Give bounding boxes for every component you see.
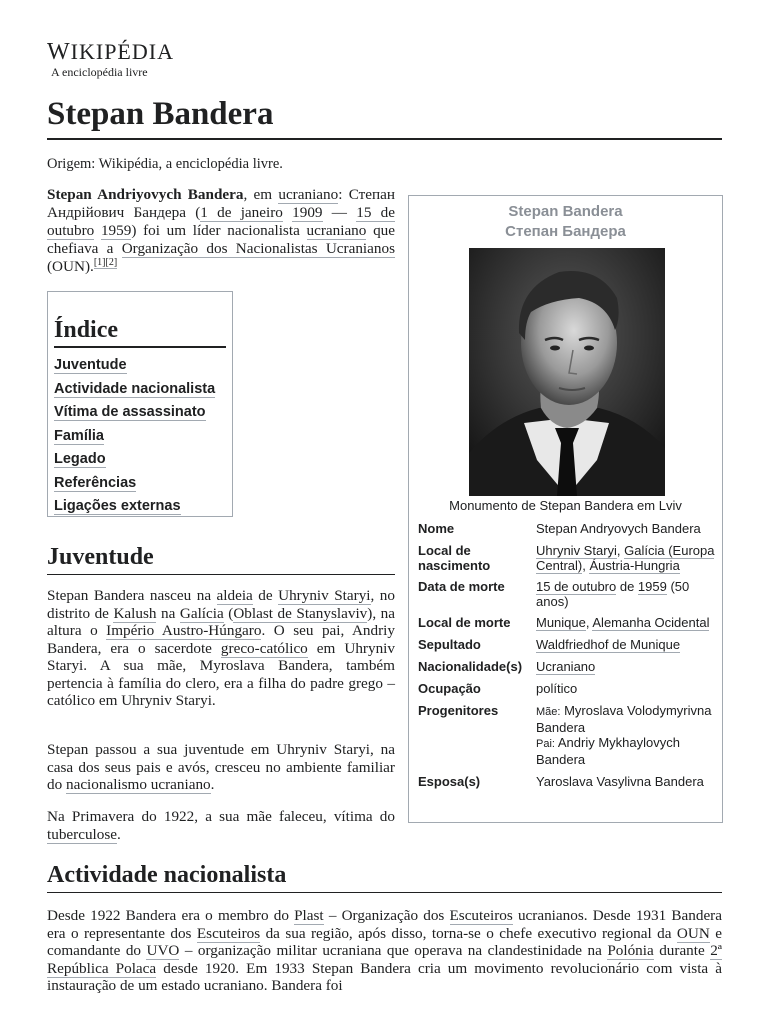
actividade-paragraph-1: Desde 1922 Bandera era o membro do Plast – Organização dos Escuteiros ucranianos. Desde 1931 Bandera era o representante dos Escuteiros da sua região, após disso, torna-se o chefe executivo regional da OUN e comandante do UVO – organização militar ucraniana que operava na clandestinidade na Polónia durante 2ª República Polaca desde 1920. Em 1933 Stepan Bandera cria um movimento revolucionário com vista à instauração de um estado ucraniano. Bandera foi — [47, 907, 722, 994]
lead-text: : Степан Андрійович Бандера ( — [47, 186, 395, 221]
row-key: Esposa(s) — [418, 774, 481, 789]
row-key: Local de nascimento — [418, 543, 491, 573]
toc-item-juventude[interactable]: Juventude — [54, 357, 127, 373]
infobox-row-local-morte — [418, 615, 718, 630]
father-label: Pai: — [536, 738, 555, 750]
father-name: Andriy Mykhaylovych Bandera — [536, 735, 680, 767]
row-key: Nacionalidade(s) — [418, 659, 523, 674]
lead-paragraph — [47, 186, 395, 276]
juventude-paragraph-3: Na Primavera do 1922, a sua mãe faleceu, vítima do tuberculose. — [47, 808, 395, 843]
lead-text: — — [322, 204, 357, 221]
link-birth-year[interactable]: 1909 — [292, 204, 323, 221]
link-munique[interactable]: Munique — [536, 615, 586, 630]
lead-text: que chefiava a — [47, 222, 395, 257]
infobox-row-nacionalidade — [418, 659, 718, 674]
row-value — [536, 703, 718, 767]
mother-name: Myroslava Volodymyrivna Bandera — [536, 703, 712, 735]
link-greco-catolico[interactable]: greco-católico — [220, 639, 308, 657]
ref-1[interactable]: [1] — [93, 256, 106, 268]
link-death-year[interactable]: 1959 — [100, 222, 132, 239]
table-of-contents — [47, 291, 233, 517]
link-tuberculose[interactable]: tuberculose — [47, 825, 118, 843]
link-escuteiros-2[interactable]: Escuteiros — [196, 924, 261, 942]
link-republica-polaca[interactable]: 2ª República Polaca — [47, 942, 722, 977]
link-plast[interactable]: Plast — [294, 907, 324, 924]
link-galicia[interactable]: Galícia — [179, 604, 224, 622]
row-value: político — [536, 681, 578, 696]
toc-item-legado[interactable]: Legado — [54, 451, 106, 467]
row-key: Data de morte — [418, 579, 505, 594]
link-oun-2[interactable]: OUN — [676, 924, 710, 942]
infobox-row-data-morte — [418, 579, 718, 609]
link-birth-date[interactable]: 1 de janeiro — [200, 204, 283, 221]
link-aldeia[interactable]: aldeia — [216, 587, 253, 604]
toc-item-actividade[interactable]: Actividade nacionalista — [54, 380, 216, 397]
link-polonia[interactable]: Polónia — [607, 942, 654, 959]
row-key: Sepultado — [418, 637, 481, 652]
link-oblast[interactable]: Oblast de Stanyslaviv — [233, 604, 368, 622]
lead-text: (OUN). — [47, 258, 94, 275]
link-death-date[interactable]: 15 de outubro — [47, 204, 395, 239]
link-nacionalidade[interactable]: Ucraniano — [536, 659, 596, 674]
portrait-photo[interactable] — [469, 248, 665, 496]
link-imperio[interactable]: Império Austro-Húngaro — [106, 622, 262, 639]
infobox-row-ocupacao — [418, 681, 718, 696]
origin-line: Origem: Wikipédia, a enciclopédia livre. — [47, 156, 283, 172]
row-key: Ocupação — [418, 681, 481, 696]
infobox-title-cyrillic: Степан Бандера — [505, 223, 626, 240]
link-alemanha[interactable]: Alemanha Ocidental — [592, 615, 710, 630]
link-austria-hungria[interactable]: Áustria-Hungria — [589, 558, 680, 573]
link-kalush[interactable]: Kalush — [113, 604, 157, 622]
infobox-row-nome — [418, 521, 718, 536]
link-escuteiros[interactable]: Escuteiros — [449, 907, 513, 924]
toc-item-ligacoes[interactable]: Ligações externas — [54, 498, 181, 514]
row-key: Local de morte — [418, 615, 511, 630]
link-death-day[interactable]: 15 de outubro — [536, 579, 617, 594]
infobox-title-latin: Stepan Bandera — [508, 203, 623, 220]
section-heading-juventude: Juventude — [47, 542, 395, 575]
infobox-title — [409, 202, 722, 242]
toc-list — [54, 354, 226, 519]
link-birthplace[interactable]: Uhryniv Staryi — [536, 543, 617, 558]
link-uhryniv-staryi[interactable]: Uhryniv Staryi — [278, 587, 371, 604]
lead-text — [94, 222, 101, 239]
wikipedia-logo[interactable] — [47, 40, 174, 80]
row-key: Nome — [418, 521, 455, 536]
juventude-paragraph-2: Stepan passou a sua juventude em Uhryniv Staryi, na casa dos seus pais e avós, cresceu no ambiente familiar do nacionalismo ucraniano. — [47, 741, 395, 793]
infobox-row-sepultado — [418, 637, 718, 652]
link-galicia-region[interactable]: Galícia (Europa Central) — [536, 543, 715, 573]
link-death-year-box[interactable]: 1959 — [637, 579, 667, 594]
toc-heading: Índice — [54, 316, 226, 348]
page-title: Stepan Bandera — [47, 92, 722, 140]
row-value — [536, 637, 718, 652]
mother-label: Mãe: — [536, 706, 561, 718]
row-value: Stepan Andryovych Bandera — [536, 521, 701, 536]
infobox-caption: Monumento de Stepan Bandera em Lviv — [449, 498, 682, 513]
link-ucraniano[interactable]: ucraniano — [278, 186, 339, 203]
lead-text: , em — [243, 186, 279, 203]
infobox-row-esposa — [418, 774, 718, 789]
lead-text: ) foi um líder nacionalista — [131, 222, 307, 239]
juventude-paragraph-1: Stepan Bandera nasceu na aldeia de Uhryniv Staryi, no distrito de Kalush na Galícia (Oblast de Stanyslaviv), na altura o Império Austro-Húngaro. O seu pai, Andriy Bandera, era o sacerdote greco-católico em Uhryniv Staryi. A sua mãe, Myroslava Bandera, também pertencia à família do clero, era a filha do padre grego – católico em Uhryniv Staryi. — [47, 587, 395, 709]
infobox-row-progenitores — [418, 703, 718, 767]
row-value: Munique, Alemanha Ocidental — [536, 615, 710, 630]
infobox — [408, 195, 723, 823]
portrait-image — [469, 248, 665, 496]
section-heading-actividade: Actividade nacionalista — [47, 860, 722, 893]
row-key: Progenitores — [418, 703, 499, 718]
toc-item-referencias[interactable]: Referências — [54, 474, 137, 491]
logo-tagline: A enciclopédia livre — [51, 65, 148, 79]
ref-2[interactable]: [2] — [105, 256, 118, 268]
toc-item-familia[interactable]: Família — [54, 427, 104, 444]
row-value: Yaroslava Vasylivna Bandera — [536, 774, 704, 789]
logo-wordmark: WIKIPÉDIA — [47, 39, 174, 65]
infobox-row-local-nascimento — [418, 543, 718, 573]
link-nacionalismo[interactable]: nacionalismo ucraniano — [65, 776, 211, 793]
lead-text — [283, 204, 292, 221]
infobox-rows — [418, 521, 718, 789]
link-ucraniano-2[interactable]: ucraniano — [306, 222, 367, 239]
toc-item-vitima[interactable]: Vítima de assassinato — [54, 404, 206, 420]
link-oun[interactable]: Organização dos Nacionalistas Ucranianos — [121, 240, 395, 257]
row-value — [536, 659, 718, 674]
link-uvo[interactable]: UVO — [146, 942, 180, 959]
row-value: Uhryniv Staryi, Galícia (Europa Central), Áustria-Hungria — [536, 543, 715, 573]
row-value: 15 de outubro de 1959 (50 anos) — [536, 579, 690, 609]
lead-bold-name: Stepan Andriyovych Bandera — [47, 186, 244, 203]
link-waldfriedhof[interactable]: Waldfriedhof de Munique — [536, 637, 681, 652]
